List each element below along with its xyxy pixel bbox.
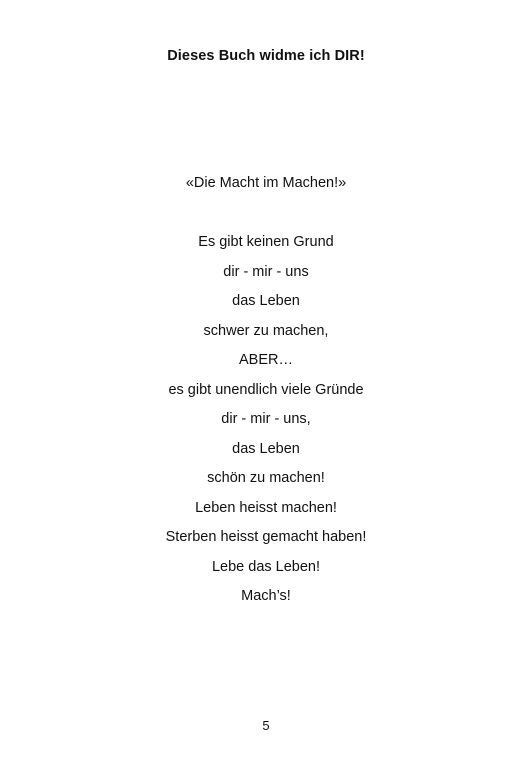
- poem-line: dir - mir - uns,: [221, 411, 311, 427]
- poem-line: Lebe das Leben!: [211, 558, 321, 575]
- poem-line: schwer zu machen,: [203, 322, 329, 339]
- dedication-heading: Dieses Buch widme ich DIR!: [167, 48, 365, 64]
- poem-line: Leben heisst machen!: [195, 499, 337, 516]
- poem-line: das Leben: [232, 293, 300, 309]
- poem-line: dir - mir - uns: [223, 263, 309, 280]
- poem-line: schön zu machen!: [207, 470, 325, 486]
- poem-line: Es gibt keinen Grund: [198, 234, 334, 250]
- poem-line: Sterben heisst gemacht haben!: [165, 529, 367, 545]
- poem-line: Mach’s!: [241, 588, 291, 604]
- page-number: 5: [262, 718, 270, 733]
- poem-line: das Leben: [232, 440, 300, 457]
- poem-line: es gibt unendlich viele Gründe: [168, 381, 364, 398]
- poem-line: ABER…: [239, 352, 293, 368]
- poem: [0, 232, 532, 616]
- poem-title: «Die Macht im Machen!»: [185, 175, 347, 191]
